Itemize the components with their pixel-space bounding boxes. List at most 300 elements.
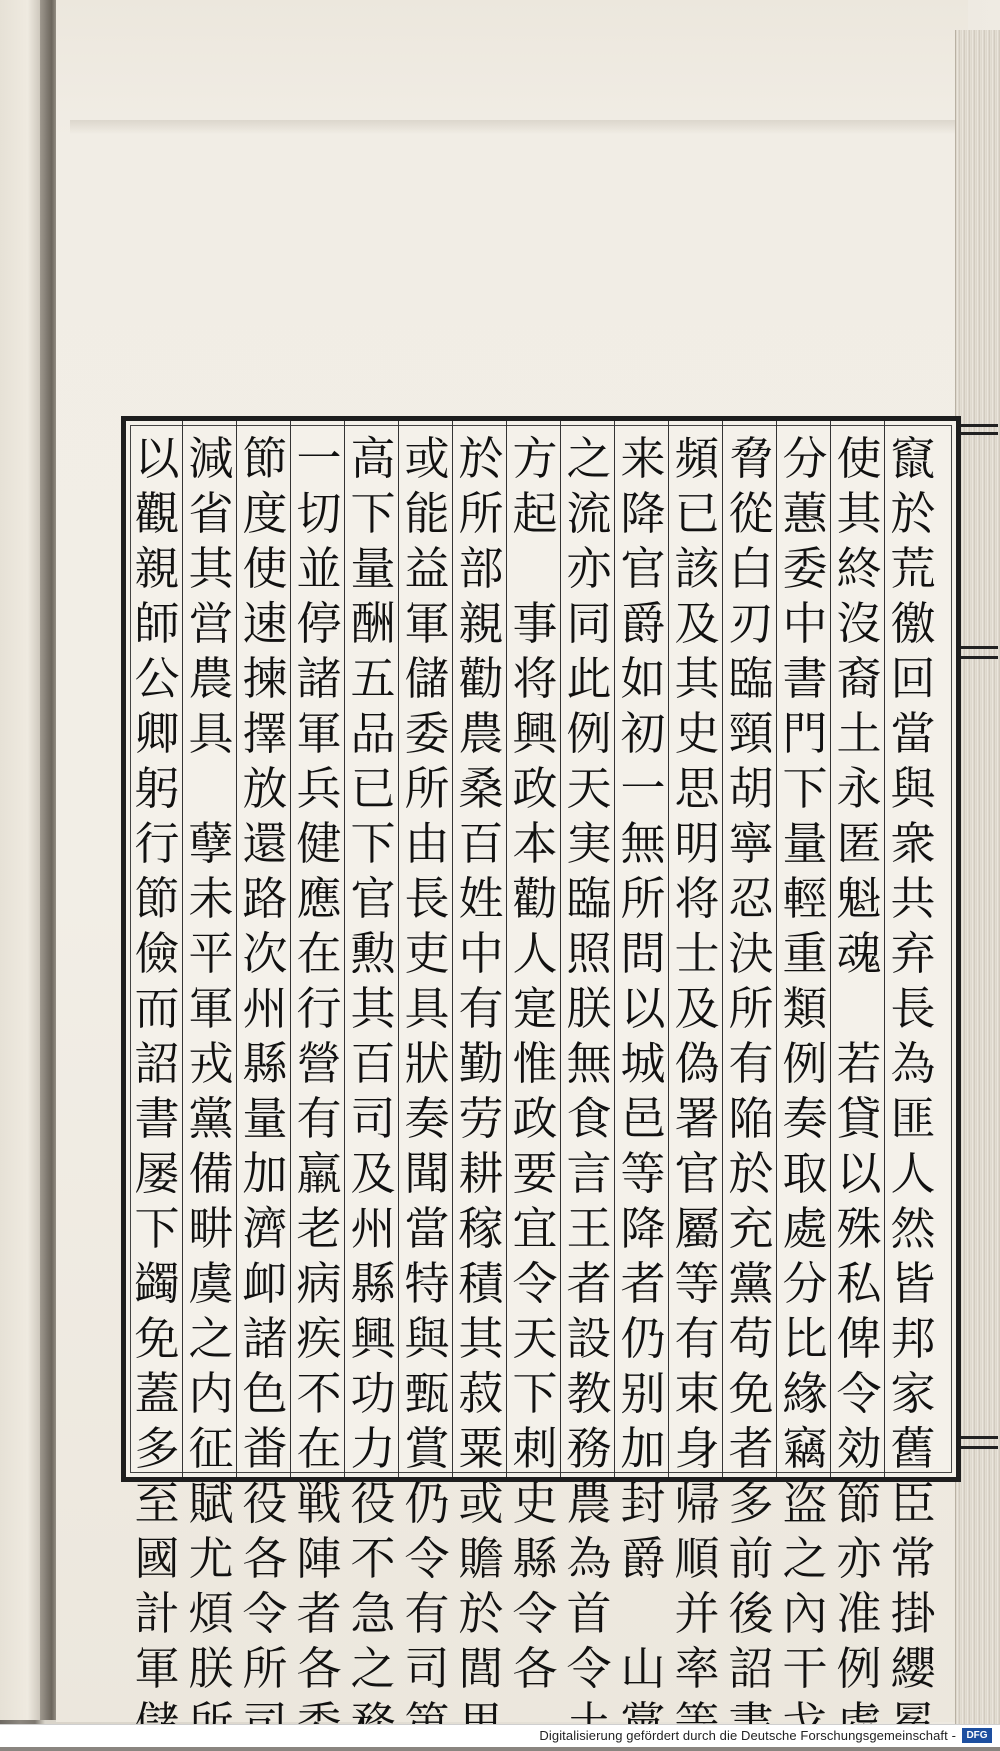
column-character: 下 [350,487,396,540]
column-character: 州 [242,982,288,1035]
text-column [723,431,779,1695]
column-character: 師 [134,597,180,650]
column-character: 卹 [242,1257,288,1310]
column-character: 備 [188,1147,234,1200]
column-character: 國 [134,1532,180,1585]
column-character: 流 [566,487,612,540]
text-column [183,431,239,1695]
column-character: 者 [296,1587,342,1640]
column-character: 速 [242,597,288,650]
column-character: 長 [404,872,450,925]
column-character: 人 [890,1147,936,1200]
column-character: 実 [566,817,612,870]
text-column [399,431,455,1695]
column-character: 設 [566,1312,612,1365]
column-character: 虞 [188,1257,234,1310]
binding-thread [958,424,998,427]
column-character: 量 [350,542,396,595]
column-character: 百 [458,817,504,870]
column-character: 之 [350,1642,396,1695]
column-character: 爵 [620,597,666,650]
text-column [507,431,563,1695]
column-character: 寔 [512,982,558,1035]
column-character: 衆 [890,817,936,870]
column-character: 勲 [350,927,396,980]
column-character: 弃 [890,927,936,980]
column-character: 狀 [404,1037,450,1090]
column-character: 皆 [890,1257,936,1310]
column-character: 所 [620,872,666,925]
column-character: 苟 [728,1312,774,1365]
column-character: 家 [890,1367,936,1420]
column-character: 高 [350,432,396,485]
column-character: 門 [782,707,828,760]
column-character: 由 [404,817,450,870]
column-character: 使 [836,432,882,485]
column-character: 戎 [188,1037,234,1090]
text-column [453,431,509,1695]
column-character: 畨 [242,1422,288,1475]
column-character: 方 [512,432,558,485]
column-character: 事 [512,597,558,650]
text-column [669,431,725,1695]
column-character: 長 [890,982,936,1035]
column-character: 奏 [782,1092,828,1145]
column-character: 親 [134,542,180,595]
column-character: 濟 [242,1202,288,1255]
column-character: 順 [674,1532,720,1585]
column-character: 賦 [188,1477,234,1530]
column-character: 稼 [458,1202,504,1255]
column-character: 兵 [296,762,342,815]
column-character: 從 [728,487,774,540]
column-character: 務 [566,1422,612,1475]
column-character: 如 [620,652,666,705]
column-character [618,1586,668,1641]
binding-thread [958,1446,998,1449]
column-character: 取 [782,1147,828,1200]
column-character: 為 [890,1037,936,1090]
column-character: 沒 [836,597,882,650]
column-character: 聞 [404,1147,450,1200]
column-character: 切 [296,487,342,540]
column-character: 閭 [458,1642,504,1695]
text-column [345,431,401,1695]
column-character: 臨 [566,872,612,925]
column-character: 各 [296,1642,342,1695]
column-character: 多 [728,1477,774,1530]
column-character: 分 [782,432,828,485]
column-character: 勤 [458,1037,504,1090]
column-character: 公 [134,652,180,705]
column-character: 士 [674,927,720,980]
column-character: 忍 [728,872,774,925]
column-character: 於 [728,1147,774,1200]
column-character: 臣 [890,1477,936,1530]
column-character: 人 [512,927,558,980]
column-character: 竄 [890,432,936,485]
column-character: 官 [674,1147,720,1200]
column-character: 諸 [242,1312,288,1365]
column-character: 益 [404,542,450,595]
column-character: 羸 [296,1147,342,1200]
column-character: 胡 [728,762,774,815]
column-character: 或 [404,432,450,485]
column-character: 等 [674,1257,720,1310]
digitization-footer [0,1724,1000,1747]
column-character: 無 [566,1037,612,1090]
column-character: 盗 [782,1477,828,1530]
column-character: 照 [566,927,612,980]
column-character: 桑 [458,762,504,815]
column-character: 緣 [782,1367,828,1420]
column-character: 畊 [188,1202,234,1255]
column-character: 言 [566,1147,612,1200]
column-character: 署 [674,1092,720,1145]
column-character: 屬 [674,1202,720,1255]
column-character: 一 [296,432,342,485]
column-character: 役 [242,1477,288,1530]
column-character: 匪 [890,1092,936,1145]
column-character: 縣 [242,1037,288,1090]
column-character: 下 [782,762,828,815]
column-character: 宜 [512,1202,558,1255]
column-character: 行 [134,817,180,870]
column-character: 所 [458,487,504,540]
column-character: 度 [242,487,288,540]
column-character: 例 [566,707,612,760]
column-character: 及 [674,597,720,650]
column-character: 勸 [512,872,558,925]
column-character: 不 [296,1367,342,1420]
column-character: 已 [350,762,396,815]
column-character: 下 [134,1202,180,1255]
column-character: 脅 [728,432,774,485]
column-character: 力 [350,1422,396,1475]
column-character: 賞 [404,1422,450,1475]
column-character: 酬 [350,597,396,650]
column-character: 興 [350,1312,396,1365]
column-character: 一 [620,762,666,815]
column-character: 蕙 [782,487,828,540]
column-character: 躬 [134,762,180,815]
column-character: 使 [242,542,288,595]
column-character: 諸 [296,652,342,705]
column-character: 有 [296,1092,342,1145]
column-character: 委 [782,542,828,595]
column-character: 司 [404,1642,450,1695]
footer-credit-text: Digitalisierung gefördert durch die Deutsche Forschungsgemeinschaft - [539,1728,956,1743]
column-character: 者 [620,1257,666,1310]
text-column [291,431,347,1695]
column-character: 令 [512,1257,558,1310]
column-character: 及 [350,1147,396,1200]
text-column [885,431,941,1695]
column-character: 有 [458,982,504,1035]
column-character: 屡 [134,1147,180,1200]
column-character: 計 [134,1587,180,1640]
column-character: 回 [890,652,936,705]
column-character: 要 [512,1147,558,1200]
column-character: 劳 [458,1092,504,1145]
column-character: 免 [134,1312,180,1365]
column-character: 来 [620,432,666,485]
column-character: 仍 [620,1312,666,1365]
column-character: 比 [782,1312,828,1365]
column-character: 爵 [620,1532,666,1585]
column-character: 同 [566,597,612,650]
column-character: 卿 [134,707,180,760]
column-character: 老 [296,1202,342,1255]
column-character: 令 [242,1587,288,1640]
column-character: 吏 [404,927,450,980]
column-character: 私 [836,1257,882,1310]
column-character [510,541,560,596]
column-character: 役 [350,1477,396,1530]
column-character: 特 [404,1257,450,1310]
column-character: 應 [296,872,342,925]
column-character: 有 [728,1037,774,1090]
column-character: 之 [566,432,612,485]
column-character: 菽 [458,1367,504,1420]
column-character: 掛 [890,1587,936,1640]
column-character: 中 [458,927,504,980]
column-character: 無 [620,817,666,870]
column-character [186,761,236,816]
column-character: 邦 [890,1312,936,1365]
column-character: 色 [242,1367,288,1420]
column-character: 臨 [728,652,774,705]
column-character: 黨 [188,1092,234,1145]
column-character: 舊 [890,1422,936,1475]
column-character: 有 [674,1312,720,1365]
column-character: 魁 [836,872,882,925]
column-character: 所 [404,762,450,815]
column-character: 省 [188,487,234,540]
column-character: 疾 [296,1312,342,1365]
column-character: 農 [188,652,234,705]
column-character: 具 [188,707,234,760]
column-character: 加 [620,1422,666,1475]
column-character: 具 [404,982,450,1035]
column-character: 未 [188,872,234,925]
column-character: 白 [728,542,774,595]
column-character: 與 [890,762,936,815]
column-character: 例 [836,1642,882,1695]
column-character: 內 [782,1587,828,1640]
column-character: 陥 [728,1092,774,1145]
column-character: 免 [728,1367,774,1420]
column-character: 姓 [458,872,504,925]
column-character: 邑 [620,1092,666,1145]
column-character: 各 [242,1532,288,1585]
column-character: 輕 [782,872,828,925]
column-character: 功 [350,1367,396,1420]
column-character: 各 [512,1642,558,1695]
column-character: 重 [782,927,828,980]
column-character: 節 [836,1477,882,1530]
column-character: 史 [674,707,720,760]
column-character: 耕 [458,1147,504,1200]
column-character: 擇 [242,707,288,760]
column-character: 後 [728,1587,774,1640]
column-character: 還 [242,817,288,870]
column-character: 軍 [296,707,342,760]
column-character: 纓 [890,1642,936,1695]
column-character: 其 [836,487,882,540]
column-character: 於 [458,432,504,485]
column-character: 下 [512,1367,558,1420]
column-character: 刃 [728,597,774,650]
column-character: 在 [296,1422,342,1475]
column-character: 初 [620,707,666,760]
binding-thread [958,432,998,435]
column-character: 充 [728,1202,774,1255]
column-character: 平 [188,927,234,980]
column-character: 當 [890,707,936,760]
column-character: 之 [782,1532,828,1585]
column-character: 共 [890,872,936,925]
column-character: 問 [620,927,666,980]
column-character: 亦 [566,542,612,595]
column-character: 中 [782,597,828,650]
column-character: 者 [566,1257,612,1310]
column-character: 亦 [836,1532,882,1585]
text-column [237,431,293,1695]
column-character: 令 [404,1532,450,1585]
column-character [834,981,884,1036]
column-character: 軍 [404,597,450,650]
column-character: 営 [188,597,234,650]
column-character: 司 [350,1092,396,1145]
column-character: 戦 [296,1477,342,1530]
column-character: 節 [134,872,180,925]
column-character: 儲 [404,652,450,705]
column-character: 健 [296,817,342,870]
text-column [831,431,887,1695]
column-character: 仍 [404,1477,450,1530]
column-character: 以 [836,1147,882,1200]
column-character: 常 [890,1532,936,1585]
column-character: 或 [458,1477,504,1530]
column-character: 所 [728,982,774,1035]
column-character: 政 [512,762,558,815]
column-character: 儉 [134,927,180,980]
column-character: 官 [350,872,396,925]
column-character: 前 [728,1532,774,1585]
column-character: 陣 [296,1532,342,1585]
column-character: 者 [728,1422,774,1475]
column-character: 農 [458,707,504,760]
column-character: 惟 [512,1037,558,1090]
column-character: 百 [350,1037,396,1090]
column-character: 殊 [836,1202,882,1255]
column-character: 揀 [242,652,288,705]
column-character: 州 [350,1202,396,1255]
text-column [777,431,833,1695]
column-character: 其 [350,982,396,1035]
column-character: 贍 [458,1532,504,1585]
column-character: 放 [242,762,288,815]
column-character: 行 [296,982,342,1035]
column-character: 五 [350,652,396,705]
column-character: 其 [674,652,720,705]
column-character: 効 [836,1422,882,1475]
column-character: 以 [620,982,666,1035]
column-character: 将 [674,872,720,925]
column-character: 下 [350,817,396,870]
column-character: 荒 [890,542,936,595]
binding-thread [958,646,998,649]
column-character: 首 [566,1587,612,1640]
column-character: 縣 [512,1532,558,1585]
text-column [615,431,671,1695]
column-character: 尤 [188,1532,234,1585]
column-character: 竊 [782,1422,828,1475]
column-character: 帰 [674,1477,720,1530]
column-character: 偽 [674,1037,720,1090]
column-character: 親 [458,597,504,650]
binding-thread [958,1436,998,1439]
column-character: 興 [512,707,558,760]
column-character: 刺 [512,1422,558,1475]
column-character: 決 [728,927,774,980]
column-character: 而 [134,982,180,1035]
column-character: 停 [296,597,342,650]
column-character: 束 [674,1367,720,1420]
column-character: 朕 [188,1642,234,1695]
column-character: 然 [890,1202,936,1255]
column-character: 奏 [404,1092,450,1145]
column-character: 減 [188,432,234,485]
column-character: 蠲 [134,1257,180,1310]
column-character: 降 [620,487,666,540]
column-character: 節 [242,432,288,485]
column-character: 城 [620,1037,666,1090]
column-character: 内 [188,1367,234,1420]
column-character: 煩 [188,1587,234,1640]
binding-thread [958,656,998,659]
column-character: 土 [836,707,882,760]
column-character: 甄 [404,1367,450,1420]
column-character: 貸 [836,1092,882,1145]
column-character: 令 [566,1642,612,1695]
column-character: 部 [458,542,504,595]
column-character: 之 [188,1312,234,1365]
column-character: 量 [242,1092,288,1145]
column-character: 征 [188,1422,234,1475]
column-character: 裔 [836,652,882,705]
column-character: 當 [404,1202,450,1255]
page-stack-edges [955,30,1000,1730]
column-character: 終 [836,542,882,595]
column-character: 王 [566,1202,612,1255]
column-character: 書 [134,1092,180,1145]
column-character: 孽 [188,817,234,870]
column-character: 有 [404,1587,450,1640]
column-character: 食 [566,1092,612,1145]
column-character: 量 [782,817,828,870]
column-character: 官 [620,542,666,595]
column-character: 魂 [836,927,882,980]
column-character: 并 [674,1587,720,1640]
column-character: 頻 [674,432,720,485]
column-character: 軍 [134,1642,180,1695]
column-character: 至 [134,1477,180,1530]
column-character: 不 [350,1532,396,1585]
column-character: 病 [296,1257,342,1310]
column-character: 等 [620,1147,666,1200]
